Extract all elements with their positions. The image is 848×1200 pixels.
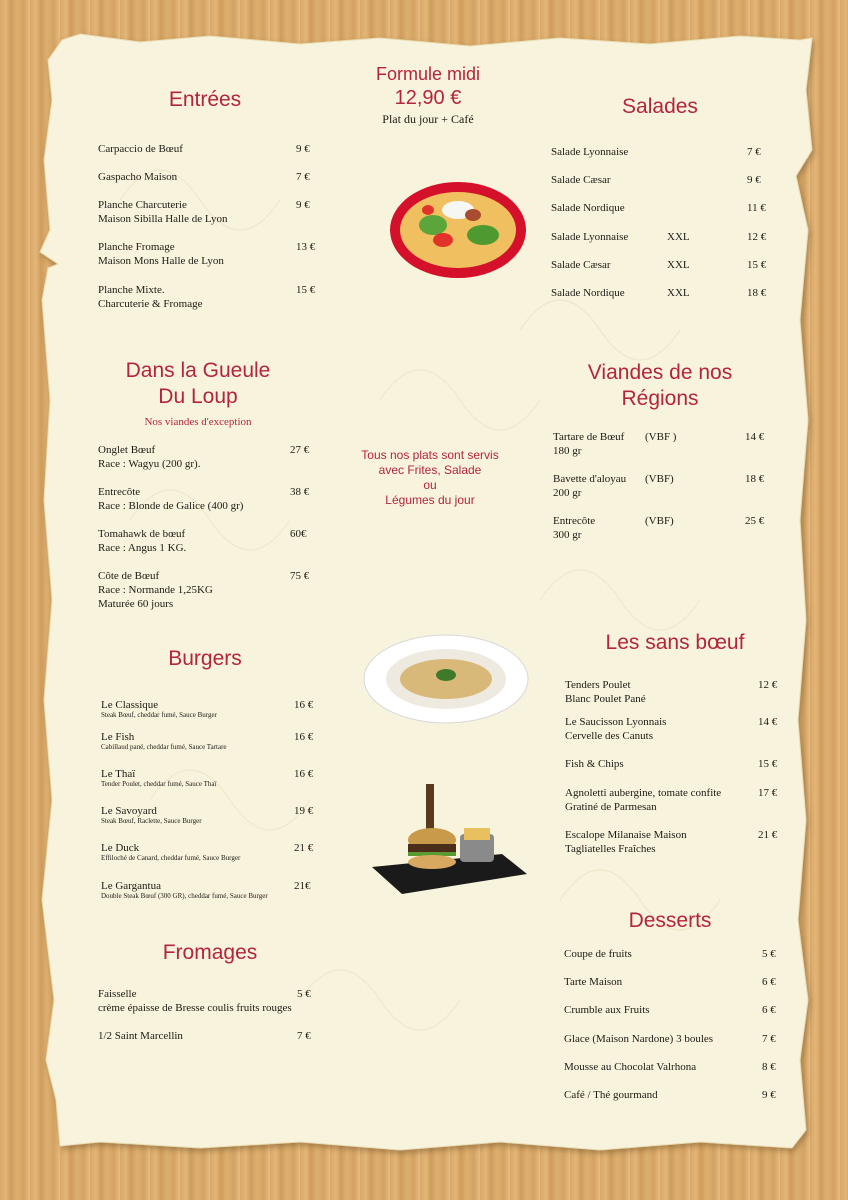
menu-item — [551, 145, 787, 175]
item-price: 9 € — [296, 199, 310, 211]
menu-item — [98, 170, 336, 200]
menu-item — [564, 947, 802, 977]
viandes-title: Viandes de nos Régions — [587, 361, 733, 410]
item-price: 15 € — [758, 758, 778, 770]
menu-item — [551, 286, 787, 316]
item-name: Carpaccio de Bœuf — [98, 143, 183, 155]
item-price: 75 € — [290, 570, 310, 582]
item-name: Planche Fromage — [98, 241, 175, 253]
item-description: Tagliatelles Fraîches — [565, 843, 656, 855]
item-price: 15 € — [296, 284, 316, 296]
item-price: 27 € — [290, 444, 310, 456]
item-name: 1/2 Saint Marcellin — [98, 1030, 183, 1042]
item-name: Agnoletti aubergine, tomate confite — [565, 787, 722, 799]
menu-item — [101, 804, 334, 834]
risotto-photo — [362, 633, 530, 725]
menu-item — [98, 987, 337, 1017]
menu-item — [565, 678, 798, 708]
item-description: Tender Poulet, cheddar fumé, Sauce Thaï — [101, 780, 217, 788]
item-name: Salade Nordique — [551, 202, 625, 215]
item-price: 60€ — [290, 528, 307, 540]
menu-item — [564, 1003, 802, 1033]
item-description: Blanc Poulet Pané — [565, 693, 646, 705]
item-name: Salade Lyonnaise — [551, 230, 629, 243]
item-price: 7 € — [296, 171, 310, 183]
item-price: 16 € — [294, 699, 314, 711]
served-note: Tous nos plats sont servis avec Frites, Salade ou Légumes du jour — [361, 448, 499, 507]
item-price: 21 € — [294, 842, 314, 854]
item-name: Le Saucisson Lyonnais — [565, 716, 667, 728]
item-description: Charcuterie & Fromage — [98, 298, 203, 310]
item-tag: XXL — [667, 258, 690, 271]
item-description: Maison Sibilla Halle de Lyon — [98, 213, 228, 225]
menu-item — [553, 514, 785, 544]
item-price: 12 € — [747, 230, 767, 243]
item-description: Race : Normande 1,25KG — [98, 584, 213, 596]
item-name: Salade Cæsar — [551, 258, 611, 271]
item-name: Fish & Chips — [565, 758, 624, 770]
item-description: 180 gr — [553, 445, 582, 457]
item-price: 17 € — [758, 787, 778, 799]
menu-item — [98, 283, 336, 313]
item-tag: (VBF) — [645, 515, 674, 527]
item-name: Planche Charcuterie — [98, 199, 187, 211]
menu-item — [551, 230, 787, 260]
item-description: Steak Bœuf, cheddar fumé, Sauce Burger — [101, 711, 217, 719]
gueule-subtitle-text: Nos viandes d'exception — [144, 416, 252, 428]
item-description: Race : Blonde de Galice (400 gr) — [98, 500, 244, 512]
item-price: 14 € — [758, 716, 778, 728]
desserts-title: Desserts — [628, 909, 712, 932]
item-name: Escalope Milanaise Maison — [565, 829, 687, 841]
item-price: 18 € — [747, 287, 767, 299]
item-name: Le Thaï — [101, 768, 136, 780]
item-description: Cervelle des Canuts — [565, 730, 653, 742]
item-name: Le Duck — [101, 842, 140, 854]
item-name: Tartare de Bœuf — [553, 431, 625, 443]
item-price: 9 € — [747, 174, 761, 187]
item-description: Double Steak Bœuf (300 GR), cheddar fumé, Sauce Burger — [101, 892, 268, 900]
menu-item — [98, 443, 330, 473]
item-name: Le Classique — [101, 699, 159, 711]
menu-item — [101, 698, 334, 728]
menu-item — [98, 142, 336, 172]
item-name: Mousse au Chocolat Valrhona — [564, 1060, 697, 1073]
item-price: 7 € — [747, 146, 761, 158]
item-description: 200 gr — [553, 487, 582, 499]
menu-item — [551, 201, 787, 231]
item-tag: (VBF ) — [645, 431, 677, 443]
salad-photo — [388, 180, 528, 280]
menu-item — [101, 841, 334, 871]
item-price: 12 € — [758, 679, 778, 691]
item-name: Le Fish — [101, 731, 135, 743]
item-name: Faisselle — [98, 988, 137, 1000]
item-price: 7 € — [762, 1032, 776, 1045]
menu-item — [101, 730, 334, 760]
formule-desc — [328, 112, 528, 126]
item-name: Gaspacho Maison — [98, 171, 178, 183]
item-name: Le Savoyard — [101, 805, 157, 817]
item-name: Coupe de fruits — [564, 948, 632, 960]
item-name: Tomahawk de bœuf — [98, 528, 186, 540]
menu-item — [565, 757, 798, 787]
item-name: Onglet Bœuf — [98, 444, 156, 456]
menu-item — [564, 975, 802, 1005]
item-price: 8 € — [762, 1060, 776, 1073]
item-tag: XXL — [667, 287, 690, 299]
menu-item — [565, 715, 798, 745]
item-price: 13 € — [296, 241, 316, 253]
item-tag: XXL — [667, 230, 690, 243]
item-price: 14 € — [745, 431, 765, 443]
item-name: Planche Mixte. — [98, 284, 165, 296]
item-name: Café / Thé gourmand — [564, 1089, 658, 1101]
item-price: 9 € — [762, 1089, 776, 1101]
menu-item — [98, 527, 330, 557]
menu-item — [564, 1060, 802, 1090]
item-price: 16 € — [294, 731, 314, 743]
menu-item — [564, 1088, 802, 1118]
item-name: Bavette d'aloyau — [553, 473, 627, 485]
menu-item — [564, 1032, 802, 1062]
formule-title: Formule midi — [375, 64, 481, 84]
menu-item — [98, 198, 336, 228]
item-name: Entrecôte — [553, 515, 596, 527]
item-name: Glace (Maison Nardone) 3 boules — [564, 1032, 714, 1045]
burgers-title: Burgers — [168, 647, 242, 670]
item-name: Salade Nordique — [551, 287, 625, 299]
item-price: 16 € — [294, 768, 314, 780]
menu-item — [551, 173, 787, 203]
item-price: 19 € — [294, 805, 314, 817]
item-description-2: Maturée 60 jours — [98, 598, 174, 610]
item-price: 6 € — [762, 976, 776, 989]
item-name: Tarte Maison — [564, 976, 623, 989]
item-name: Entrecôte — [98, 486, 141, 498]
menu-item — [98, 240, 336, 270]
menu-item — [553, 430, 785, 460]
menu-item — [101, 879, 334, 909]
item-description: crème épaisse de Bresse coulis fruits rouges — [98, 1002, 292, 1014]
salades-title: Salades — [622, 95, 698, 118]
menu-item — [553, 472, 785, 502]
item-name: Le Gargantua — [101, 880, 161, 892]
formule-desc-text: Plat du jour + Café — [382, 112, 474, 126]
item-description: Race : Wagyu (200 gr). — [98, 458, 201, 470]
item-price: 38 € — [290, 486, 310, 498]
fromages-title: Fromages — [162, 941, 258, 964]
menu-item — [551, 258, 787, 288]
item-price: 11 € — [747, 202, 766, 215]
menu-item — [98, 485, 330, 515]
item-price: 18 € — [745, 473, 765, 485]
item-price: 25 € — [745, 515, 765, 527]
formule-price: 12,90 € — [394, 87, 462, 109]
item-price: 5 € — [297, 988, 311, 1000]
item-price: 5 € — [762, 948, 776, 960]
gueule-title: Dans la Gueule Du Loup — [125, 359, 271, 408]
item-name: Côte de Bœuf — [98, 570, 160, 582]
item-description: Gratiné de Parmesan — [565, 801, 657, 813]
item-name: Tenders Poulet — [565, 679, 631, 691]
menu-item — [98, 569, 330, 610]
item-description: Maison Mons Halle de Lyon — [98, 255, 224, 267]
item-description: Cabillaud pané, cheddar fumé, Sauce Tartare — [101, 743, 227, 751]
menu-item — [565, 786, 798, 816]
item-price: 15 € — [747, 258, 767, 271]
gueule-subtitle — [98, 415, 298, 429]
burger-photo — [372, 782, 532, 902]
item-name: Salade Cæsar — [551, 174, 611, 187]
item-description: 300 gr — [553, 529, 582, 541]
entrees-title: Entrées — [168, 88, 242, 111]
item-name: Salade Lyonnaise — [551, 146, 629, 158]
item-tag: (VBF) — [645, 473, 674, 485]
sans-boeuf-title: Les sans bœuf — [605, 631, 745, 654]
item-price: 6 € — [762, 1004, 776, 1017]
item-price: 9 € — [296, 143, 310, 155]
item-price: 21 € — [758, 829, 778, 841]
item-description: Effiloché de Canard, cheddar fumé, Sauce Burger — [101, 854, 241, 862]
menu-item — [98, 1029, 337, 1059]
item-price: 21€ — [294, 880, 311, 892]
menu-item — [101, 767, 334, 797]
item-description: Steak Bœuf, Raclette, Sauce Burger — [101, 817, 202, 825]
item-description: Race : Angus 1 KG. — [98, 542, 187, 554]
menu-item — [565, 828, 798, 858]
item-price: 7 € — [297, 1030, 311, 1042]
item-name: Crumble aux Fruits — [564, 1004, 650, 1017]
